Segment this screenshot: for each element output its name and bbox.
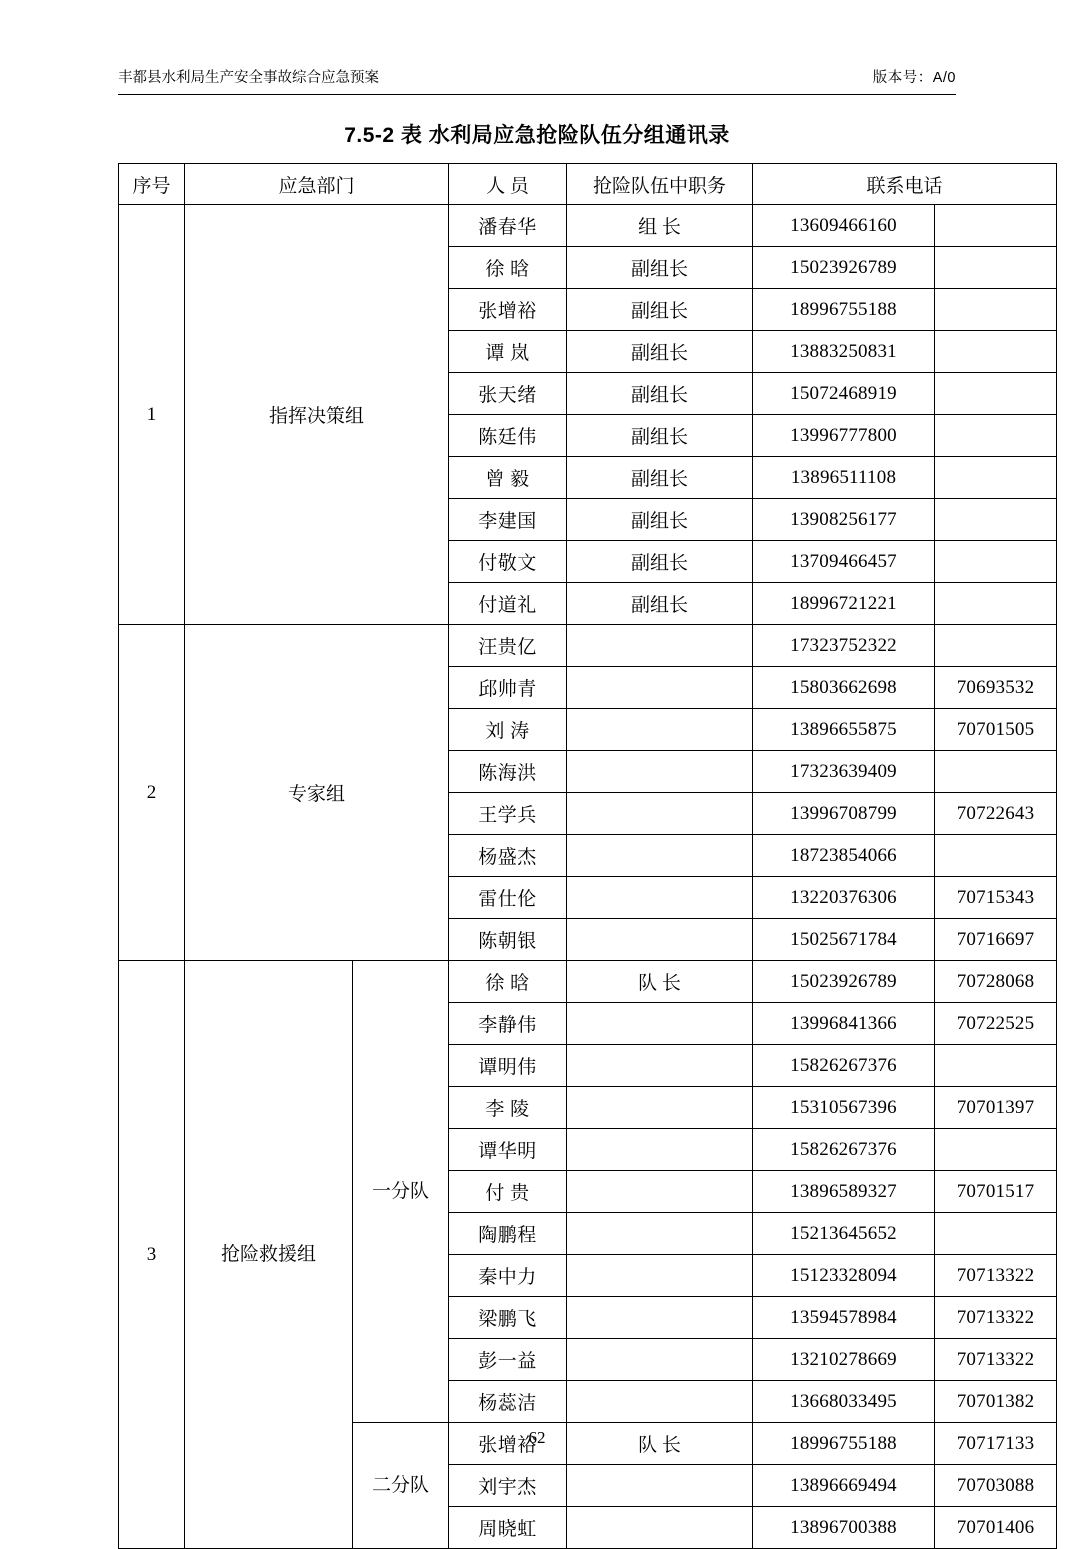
person-name: 张天绪: [449, 373, 567, 415]
person-role: [567, 1213, 753, 1255]
person-name: 梁鹏飞: [449, 1297, 567, 1339]
person-name: 曾 毅: [449, 457, 567, 499]
header-divider: [118, 94, 956, 95]
person-phone-alt: 70701382: [935, 1381, 1057, 1423]
table-row: [119, 625, 1057, 667]
person-phone-alt: [935, 373, 1057, 415]
person-name: 付敬文: [449, 541, 567, 583]
person-role: [567, 1339, 753, 1381]
person-role: [567, 1171, 753, 1213]
person-phone: 13996841366: [753, 1003, 935, 1045]
person-phone-alt: [935, 625, 1057, 667]
person-role: [567, 877, 753, 919]
person-name: 张增裕: [449, 289, 567, 331]
person-role: [567, 1087, 753, 1129]
person-phone: 18723854066: [753, 835, 935, 877]
person-phone: 15803662698: [753, 667, 935, 709]
person-phone: 13908256177: [753, 499, 935, 541]
person-name: 潘春华: [449, 205, 567, 247]
person-phone: 13594578984: [753, 1297, 935, 1339]
person-role: [567, 1003, 753, 1045]
person-name: 刘宇杰: [449, 1465, 567, 1507]
person-phone: 13896700388: [753, 1507, 935, 1549]
person-phone-alt: [935, 205, 1057, 247]
person-phone-alt: 70713322: [935, 1255, 1057, 1297]
person-phone: 15826267376: [753, 1129, 935, 1171]
header-document-title: 丰都县水利局生产安全事故综合应急预案: [118, 70, 379, 86]
person-phone: 15023926789: [753, 961, 935, 1003]
person-name: 徐 晗: [449, 961, 567, 1003]
person-name: 李建国: [449, 499, 567, 541]
person-phone-alt: 70701505: [935, 709, 1057, 751]
group-seq: 3: [119, 961, 185, 1549]
person-role: 队 长: [567, 1423, 753, 1465]
person-phone-alt: 70717133: [935, 1423, 1057, 1465]
person-phone-alt: [935, 541, 1057, 583]
person-phone-alt: [935, 457, 1057, 499]
person-phone: 13996708799: [753, 793, 935, 835]
person-phone: 13609466160: [753, 205, 935, 247]
person-role: [567, 1045, 753, 1087]
group-department: 专家组: [185, 625, 449, 961]
running-header: [118, 70, 956, 91]
person-phone: 18996755188: [753, 289, 935, 331]
person-phone: 13883250831: [753, 331, 935, 373]
person-name: 杨盛杰: [449, 835, 567, 877]
subgroup-label: 一分队: [353, 961, 449, 1423]
person-phone: 13896655875: [753, 709, 935, 751]
person-name: 谭 岚: [449, 331, 567, 373]
person-role: 副组长: [567, 415, 753, 457]
person-role: [567, 835, 753, 877]
person-phone-alt: [935, 499, 1057, 541]
person-phone-alt: 70701517: [935, 1171, 1057, 1213]
person-name: 李静伟: [449, 1003, 567, 1045]
person-name: 徐 晗: [449, 247, 567, 289]
person-phone-alt: [935, 247, 1057, 289]
person-name: 陈朝银: [449, 919, 567, 961]
person-phone: 13668033495: [753, 1381, 935, 1423]
person-phone-alt: 70701406: [935, 1507, 1057, 1549]
person-phone-alt: [935, 835, 1057, 877]
person-role: [567, 709, 753, 751]
person-role: [567, 1507, 753, 1549]
emergency-team-directory-table: [118, 163, 1057, 1549]
person-role: [567, 625, 753, 667]
person-phone: 17323752322: [753, 625, 935, 667]
person-phone-alt: 70715343: [935, 877, 1057, 919]
person-phone: 18996755188: [753, 1423, 935, 1465]
person-role: [567, 1381, 753, 1423]
person-role: [567, 1297, 753, 1339]
column-header-phone: 联系电话: [753, 164, 1057, 205]
person-name: 谭华明: [449, 1129, 567, 1171]
person-phone-alt: [935, 415, 1057, 457]
person-role: [567, 1129, 753, 1171]
person-name: 付道礼: [449, 583, 567, 625]
page-title: 7.5-2 表 水利局应急抢险队伍分组通讯录: [344, 124, 730, 148]
person-phone-alt: 70722525: [935, 1003, 1057, 1045]
person-phone-alt: 70701397: [935, 1087, 1057, 1129]
person-role: [567, 919, 753, 961]
table-header-row: [119, 164, 1057, 205]
person-phone: 17323639409: [753, 751, 935, 793]
person-name: 邱帅青: [449, 667, 567, 709]
person-phone: 15213645652: [753, 1213, 935, 1255]
person-role: [567, 751, 753, 793]
person-name: 王学兵: [449, 793, 567, 835]
person-phone-alt: [935, 751, 1057, 793]
person-role: [567, 1255, 753, 1297]
person-role: [567, 793, 753, 835]
person-role: [567, 667, 753, 709]
person-name: 秦中力: [449, 1255, 567, 1297]
person-phone-alt: [935, 1045, 1057, 1087]
person-phone: 13896669494: [753, 1465, 935, 1507]
table-body: [119, 205, 1057, 1549]
person-role: 副组长: [567, 289, 753, 331]
person-phone-alt: 70693532: [935, 667, 1057, 709]
person-phone-alt: 70713322: [935, 1297, 1057, 1339]
table-row: [119, 205, 1057, 247]
person-name: 陈廷伟: [449, 415, 567, 457]
person-phone: 13896511108: [753, 457, 935, 499]
person-name: 谭明伟: [449, 1045, 567, 1087]
person-phone-alt: [935, 1213, 1057, 1255]
column-header-person: 人 员: [449, 164, 567, 205]
person-role: 副组长: [567, 373, 753, 415]
person-phone: 13996777800: [753, 415, 935, 457]
person-phone: 13896589327: [753, 1171, 935, 1213]
person-phone-alt: [935, 1129, 1057, 1171]
column-header-role: 抢险队伍中职务: [567, 164, 753, 205]
page-number: 62: [528, 1428, 546, 1447]
person-name: 汪贵亿: [449, 625, 567, 667]
person-phone: 13210278669: [753, 1339, 935, 1381]
person-phone-alt: [935, 289, 1057, 331]
person-phone: 15310567396: [753, 1087, 935, 1129]
person-role: 副组长: [567, 247, 753, 289]
person-name: 李 陵: [449, 1087, 567, 1129]
table-row: [119, 961, 1057, 1003]
person-phone: 18996721221: [753, 583, 935, 625]
header-version: 版本号：A/0: [872, 70, 956, 86]
person-name: 付 贵: [449, 1171, 567, 1213]
person-role: 队 长: [567, 961, 753, 1003]
person-role: 副组长: [567, 331, 753, 373]
group-department: 指挥决策组: [185, 205, 449, 625]
person-phone-alt: [935, 331, 1057, 373]
person-role: 副组长: [567, 499, 753, 541]
person-phone-alt: 70713322: [935, 1339, 1057, 1381]
person-name: 彭一益: [449, 1339, 567, 1381]
person-name: 刘 涛: [449, 709, 567, 751]
column-header-department: 应急部门: [185, 164, 449, 205]
person-name: 张增裕: [449, 1423, 567, 1465]
group-seq: 2: [119, 625, 185, 961]
person-role: 组 长: [567, 205, 753, 247]
person-phone: 13220376306: [753, 877, 935, 919]
column-header-seq: 序号: [119, 164, 185, 205]
person-phone: 13709466457: [753, 541, 935, 583]
subgroup-label: 二分队: [353, 1423, 449, 1549]
person-role: 副组长: [567, 541, 753, 583]
person-phone: 15826267376: [753, 1045, 935, 1087]
person-role: [567, 1465, 753, 1507]
person-name: 陈海洪: [449, 751, 567, 793]
group-seq: 1: [119, 205, 185, 625]
person-phone-alt: [935, 583, 1057, 625]
person-name: 杨蕊洁: [449, 1381, 567, 1423]
person-phone: 15072468919: [753, 373, 935, 415]
person-phone-alt: 70716697: [935, 919, 1057, 961]
person-phone-alt: 70722643: [935, 793, 1057, 835]
person-phone: 15123328094: [753, 1255, 935, 1297]
person-name: 周晓虹: [449, 1507, 567, 1549]
person-phone: 15025671784: [753, 919, 935, 961]
person-role: 副组长: [567, 457, 753, 499]
person-name: 陶鹏程: [449, 1213, 567, 1255]
person-phone-alt: 70728068: [935, 961, 1057, 1003]
person-name: 雷仕伦: [449, 877, 567, 919]
person-phone-alt: 70703088: [935, 1465, 1057, 1507]
person-role: 副组长: [567, 583, 753, 625]
person-phone: 15023926789: [753, 247, 935, 289]
group-department: 抢险救援组: [185, 961, 353, 1549]
